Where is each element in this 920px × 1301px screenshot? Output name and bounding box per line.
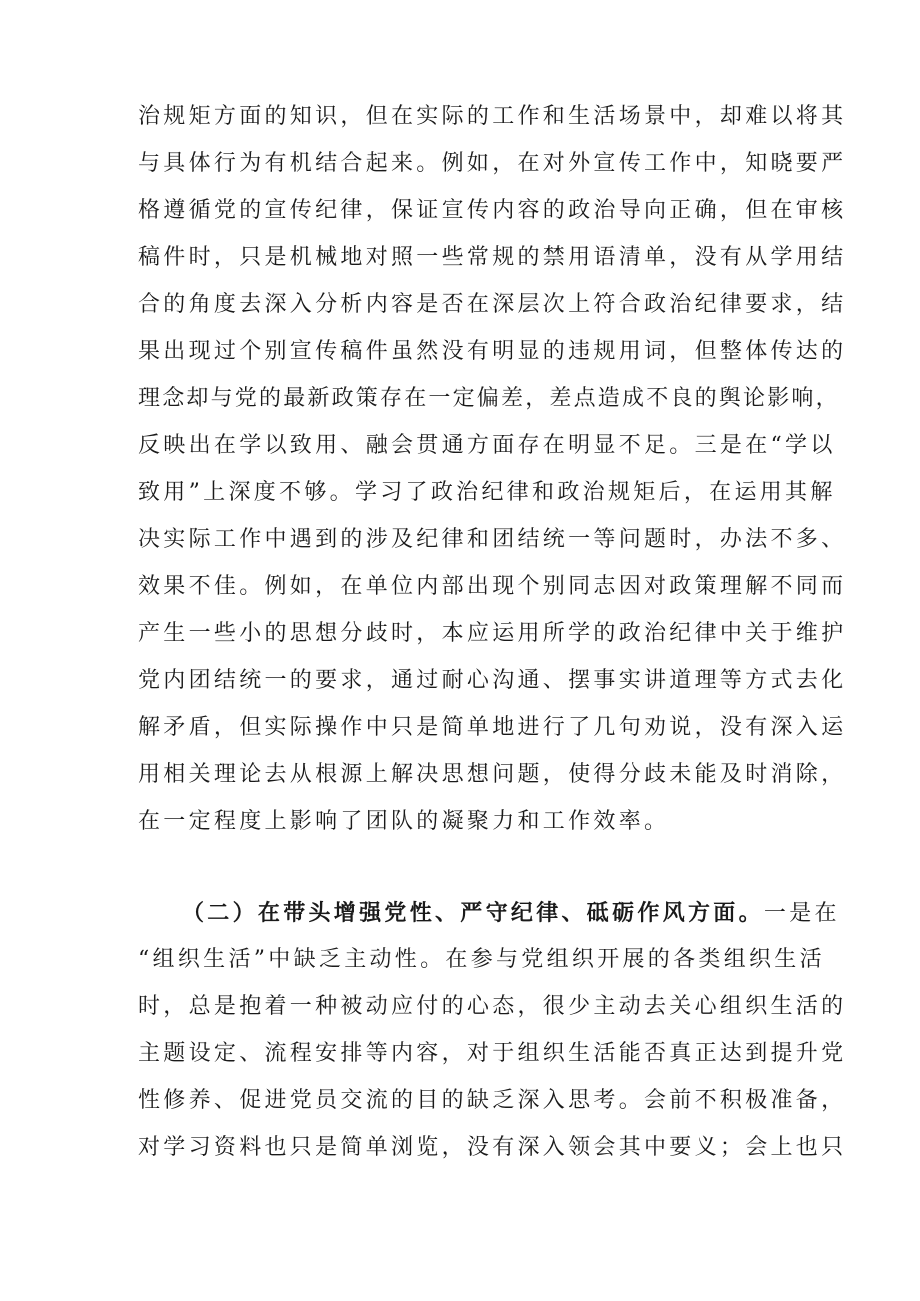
text-line: 决实际工作中遇到的涉及纪律和团结统一等问题时，办法不多、 (138, 527, 847, 552)
text-line: 时，总是抱着一种被动应付的心态，很少主动去关心组织生活的 (138, 994, 847, 1019)
text-line: 治规矩方面的知识，但在实际的工作和生活场景中，却难以将其 (138, 104, 847, 129)
text-line: 理念却与党的最新政策存在一定偏差，差点造成不良的舆论影响， (138, 386, 840, 411)
text-line: 产生一些小的思想分歧时，本应运用所学的政治纪律中关于维护 (138, 621, 847, 646)
text-line: 致用”上深度不够。学习了政治纪律和政治规矩后，在运用其解 (138, 480, 836, 505)
text-line: 主题设定、流程安排等内容，对于组织生活能否真正达到提升党 (138, 1041, 847, 1066)
text-line: 效果不佳。例如，在单位内部出现个别同志因对政策理解不同而 (138, 574, 847, 599)
text-line: 反映出在学以致用、融会贯通方面存在明显不足。三是在“学以 (138, 433, 836, 458)
section-heading-continuation: 一是在 (763, 901, 840, 926)
text-line: 稿件时，只是机械地对照一些常规的禁用语清单，没有从学用结 (138, 245, 847, 270)
text-line: 合的角度去深入分析内容是否在深层次上符合政治纪律要求，结 (138, 292, 847, 317)
text-line: 对学习资料也只是简单浏览，没有深入领会其中要义；会上也只 (138, 1135, 847, 1160)
text-line: 格遵循党的宣传纪律，保证宣传内容的政治导向正确，但在审核 (138, 198, 847, 223)
text-line: 与具体行为有机结合起来。例如，在对外宣传工作中，知晓要严 (138, 151, 847, 176)
section-heading: （二）在带头增强党性、严守纪律、砥砺作风方面。 (182, 900, 764, 926)
text-line: “组织生活”中缺乏主动性。在参与党组织开展的各类组织生活 (138, 947, 825, 972)
section-heading-line (182, 898, 840, 928)
text-line: 解矛盾，但实际操作中只是简单地进行了几句劝说，没有深入运 (138, 715, 847, 740)
text-line: 果出现过个别宣传稿件虽然没有明显的违规用词，但整体传达的 (138, 339, 847, 364)
text-line: 性修养、促进党员交流的目的缺乏深入思考。会前不积极准备， (138, 1088, 847, 1113)
text-line: 党内团结统一的要求，通过耐心沟通、摆事实讲道理等方式去化 (138, 668, 847, 693)
text-line: 在一定程度上影响了团队的凝聚力和工作效率。 (138, 809, 670, 834)
text-line: 用相关理论去从根源上解决思想问题，使得分歧未能及时消除， (138, 762, 847, 787)
